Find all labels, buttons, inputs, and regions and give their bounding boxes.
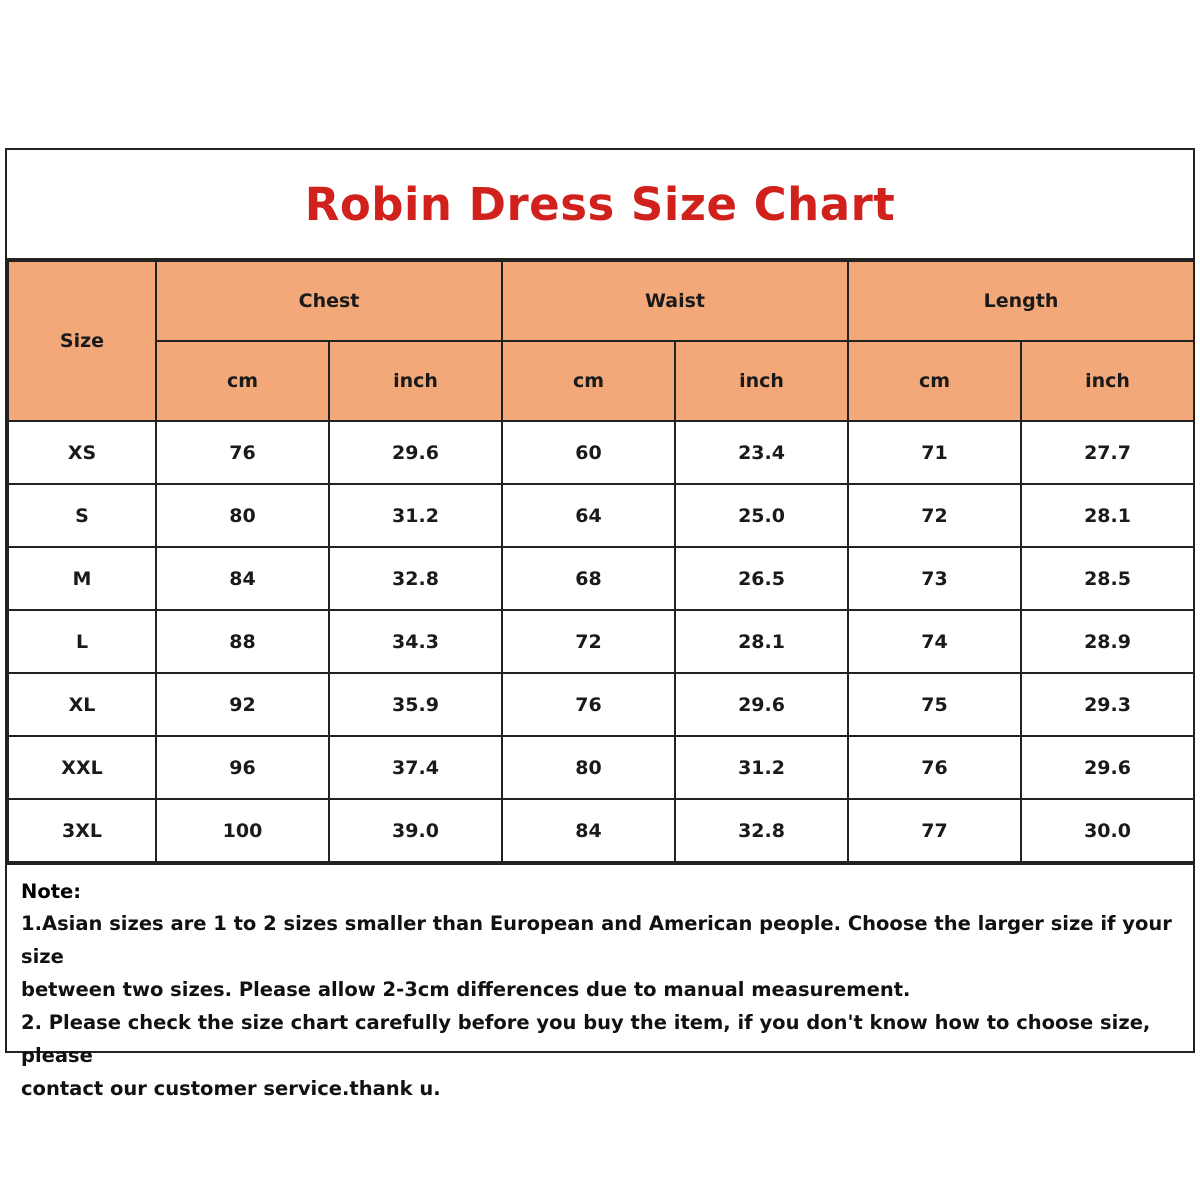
- table-row: [8, 421, 1194, 484]
- cell-waist-inch: 29.6: [675, 673, 848, 736]
- cell-length-inch: 27.7: [1021, 421, 1194, 484]
- column-header-chest-cm: cm: [156, 341, 329, 421]
- column-group-chest: Chest: [156, 261, 502, 341]
- page-title: Robin Dress Size Chart: [304, 177, 896, 231]
- cell-chest-inch: 29.6: [329, 421, 502, 484]
- cell-length-cm: 74: [848, 610, 1021, 673]
- cell-length-cm: 73: [848, 547, 1021, 610]
- cell-chest-cm: 84: [156, 547, 329, 610]
- cell-chest-cm: 96: [156, 736, 329, 799]
- cell-chest-cm: 80: [156, 484, 329, 547]
- cell-size: S: [8, 484, 156, 547]
- note-line-1b: between two sizes. Please allow 2-3cm differences due to manual measurement.: [21, 978, 911, 1001]
- cell-length-inch: 29.3: [1021, 673, 1194, 736]
- size-chart-card: [5, 148, 1195, 1100]
- table-row: [8, 736, 1194, 799]
- cell-chest-inch: 31.2: [329, 484, 502, 547]
- cell-chest-inch: 37.4: [329, 736, 502, 799]
- cell-waist-inch: 26.5: [675, 547, 848, 610]
- cell-size: M: [8, 547, 156, 610]
- cell-waist-cm: 76: [502, 673, 675, 736]
- table-header-row-units: [8, 341, 1194, 421]
- note-line-1a: 1.Asian sizes are 1 to 2 sizes smaller than European and American people. Choose the larger size if your size: [21, 912, 1172, 968]
- cell-waist-inch: 32.8: [675, 799, 848, 862]
- table-row: [8, 484, 1194, 547]
- table-body: [8, 421, 1194, 862]
- cell-chest-inch: 39.0: [329, 799, 502, 862]
- cell-waist-cm: 84: [502, 799, 675, 862]
- cell-length-inch: 28.5: [1021, 547, 1194, 610]
- column-group-length: Length: [848, 261, 1194, 341]
- column-header-waist-inch: inch: [675, 341, 848, 421]
- column-header-chest-inch: inch: [329, 341, 502, 421]
- cell-chest-cm: 92: [156, 673, 329, 736]
- cell-length-inch: 29.6: [1021, 736, 1194, 799]
- table-row: [8, 610, 1194, 673]
- cell-length-cm: 75: [848, 673, 1021, 736]
- cell-size: XL: [8, 673, 156, 736]
- cell-waist-inch: 28.1: [675, 610, 848, 673]
- cell-length-cm: 72: [848, 484, 1021, 547]
- column-header-waist-cm: cm: [502, 341, 675, 421]
- column-header-length-cm: cm: [848, 341, 1021, 421]
- table-row: [8, 547, 1194, 610]
- cell-length-cm: 71: [848, 421, 1021, 484]
- cell-waist-cm: 68: [502, 547, 675, 610]
- cell-length-cm: 76: [848, 736, 1021, 799]
- table-row: [8, 673, 1194, 736]
- note-section: [7, 863, 1193, 1115]
- cell-size: XXL: [8, 736, 156, 799]
- cell-waist-cm: 80: [502, 736, 675, 799]
- cell-waist-inch: 31.2: [675, 736, 848, 799]
- cell-waist-inch: 23.4: [675, 421, 848, 484]
- cell-waist-cm: 72: [502, 610, 675, 673]
- cell-length-inch: 28.9: [1021, 610, 1194, 673]
- table-header: [8, 261, 1194, 421]
- column-header-size: Size: [8, 261, 156, 421]
- cell-size: L: [8, 610, 156, 673]
- cell-size: 3XL: [8, 799, 156, 862]
- cell-chest-inch: 35.9: [329, 673, 502, 736]
- cell-waist-inch: 25.0: [675, 484, 848, 547]
- table-header-row-groups: [8, 261, 1194, 341]
- cell-chest-cm: 88: [156, 610, 329, 673]
- size-chart-table: [7, 260, 1195, 863]
- cell-length-inch: 28.1: [1021, 484, 1194, 547]
- note-line-2b: contact our customer service.thank u.: [21, 1077, 441, 1100]
- cell-waist-cm: 64: [502, 484, 675, 547]
- cell-chest-cm: 76: [156, 421, 329, 484]
- cell-chest-inch: 34.3: [329, 610, 502, 673]
- cell-length-inch: 30.0: [1021, 799, 1194, 862]
- cell-waist-cm: 60: [502, 421, 675, 484]
- column-header-length-inch: inch: [1021, 341, 1194, 421]
- cell-chest-cm: 100: [156, 799, 329, 862]
- cell-length-cm: 77: [848, 799, 1021, 862]
- note-line-2a: 2. Please check the size chart carefully before you buy the item, if you don't know how to choose size, please: [21, 1011, 1151, 1067]
- note-heading: Note:: [21, 880, 82, 903]
- table-row: [8, 799, 1194, 862]
- cell-size: XS: [8, 421, 156, 484]
- chart-title-band: [7, 150, 1193, 260]
- column-group-waist: Waist: [502, 261, 848, 341]
- cell-chest-inch: 32.8: [329, 547, 502, 610]
